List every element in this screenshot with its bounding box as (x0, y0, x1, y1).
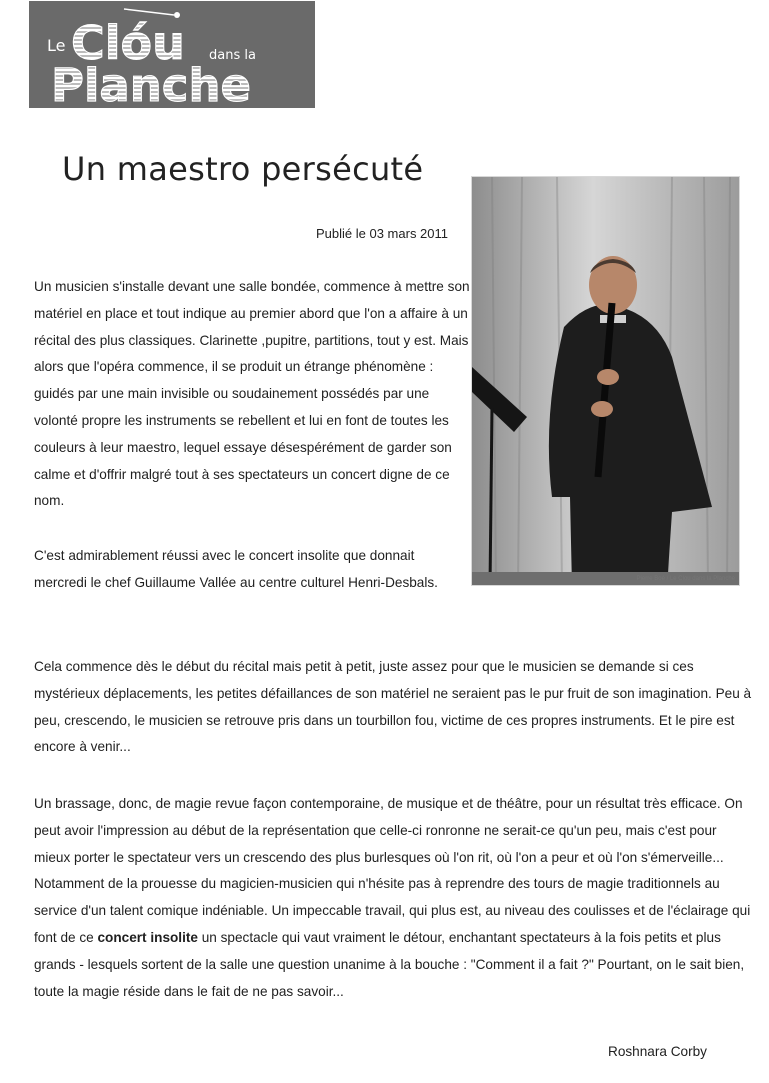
article-paragraph-1: Un musicien s'installe devant une salle bondée, commence à mettre son matériel en place et tout indique au premier abord que l'on a affaire à un récital des plus classiques. Clarinette ,pupitre, partitions, tout y est. Mais alors que l'opéra commence, il se produit un étrange phénomène : guidés par une main invisible ou soudainement possédés par une volonté propre les instruments se rebellent et lui en font de toutes les couleurs à leur maestro, lequel essaye désespérément de garder son calme et d'offrir malgré tout à ses spectateurs un concert digne de ce nom. (34, 279, 470, 509)
article-paragraph-4 (34, 791, 754, 1005)
article-author: Roshnara Corby (608, 1044, 707, 1059)
publication-date: Publié le 03 mars 2011 (316, 226, 449, 241)
paragraph-4b-start: Notamment de la prouesse du magicien-musicien qui n'hésite pas à reprendre des tours de magie traditionnels au service d'un talent comique indéniable. Un impeccable travail, qui plus est, au niveau des coulisses et de l'éclairage qui font de ce (34, 876, 751, 945)
concert-insolite-emphasis: concert insolite (97, 929, 198, 945)
logo-graphic (29, 1, 315, 108)
photo-credit: Pierre Boé / Le Clou dans la Planche (636, 576, 735, 582)
article-paragraph-3: Cela commence dès le début du récital mais petit à petit, juste assez pour que le musicien se demande si ces mystérieux déplacements, les petites défaillances de son matériel ne seraient pas le pur fruit de son imagination. Peu à peu, crescendo, le musicien se retrouve pris dans un tourbillon fou, victime de ces propres instruments. Et le pire est encore à venir... (34, 659, 752, 755)
paragraph-4b-end: un spectacle qui vaut vraiment le détour, enchantant spectateurs à la fois petits et plus grands - lesquels sortent de la salle une question unanime à la bouche : "Comment il a fait ?" Pourtant, on le sait bien, toute la magie réside dans le fait de ne pas savoir... (34, 929, 745, 999)
paragraph-4a-text: Un brassage, donc, de magie revue façon contemporaine, de musique et de théâtre, pour un résultat très efficace. On peut avoir l'impression au début de la représentation que celle-ci ronronne ne serait-ce qu'un peu, mais c'est pour mieux porter le spectateur vers un crescendo des plus burlesques où l'on rit, où l'on a peur et où l'on s'émerveille... (34, 796, 743, 865)
logo-word-le: Le (47, 36, 66, 55)
article-paragraph-2: C'est admirablement réussi avec le concert insolite que donnait mercredi le chef Guillaume Vallée au centre culturel Henri-Desbals. (34, 548, 438, 590)
article-photo (471, 176, 740, 586)
logo-word-dans-la: dans la (209, 48, 256, 63)
site-logo[interactable] (29, 1, 315, 108)
logo-word-clou: Clóu (71, 16, 185, 70)
article-title: Un maestro persécuté (62, 150, 424, 188)
logo-word-planche: Planche (51, 59, 252, 108)
photo-image (472, 177, 740, 586)
logo-nail-line-icon (124, 9, 174, 15)
